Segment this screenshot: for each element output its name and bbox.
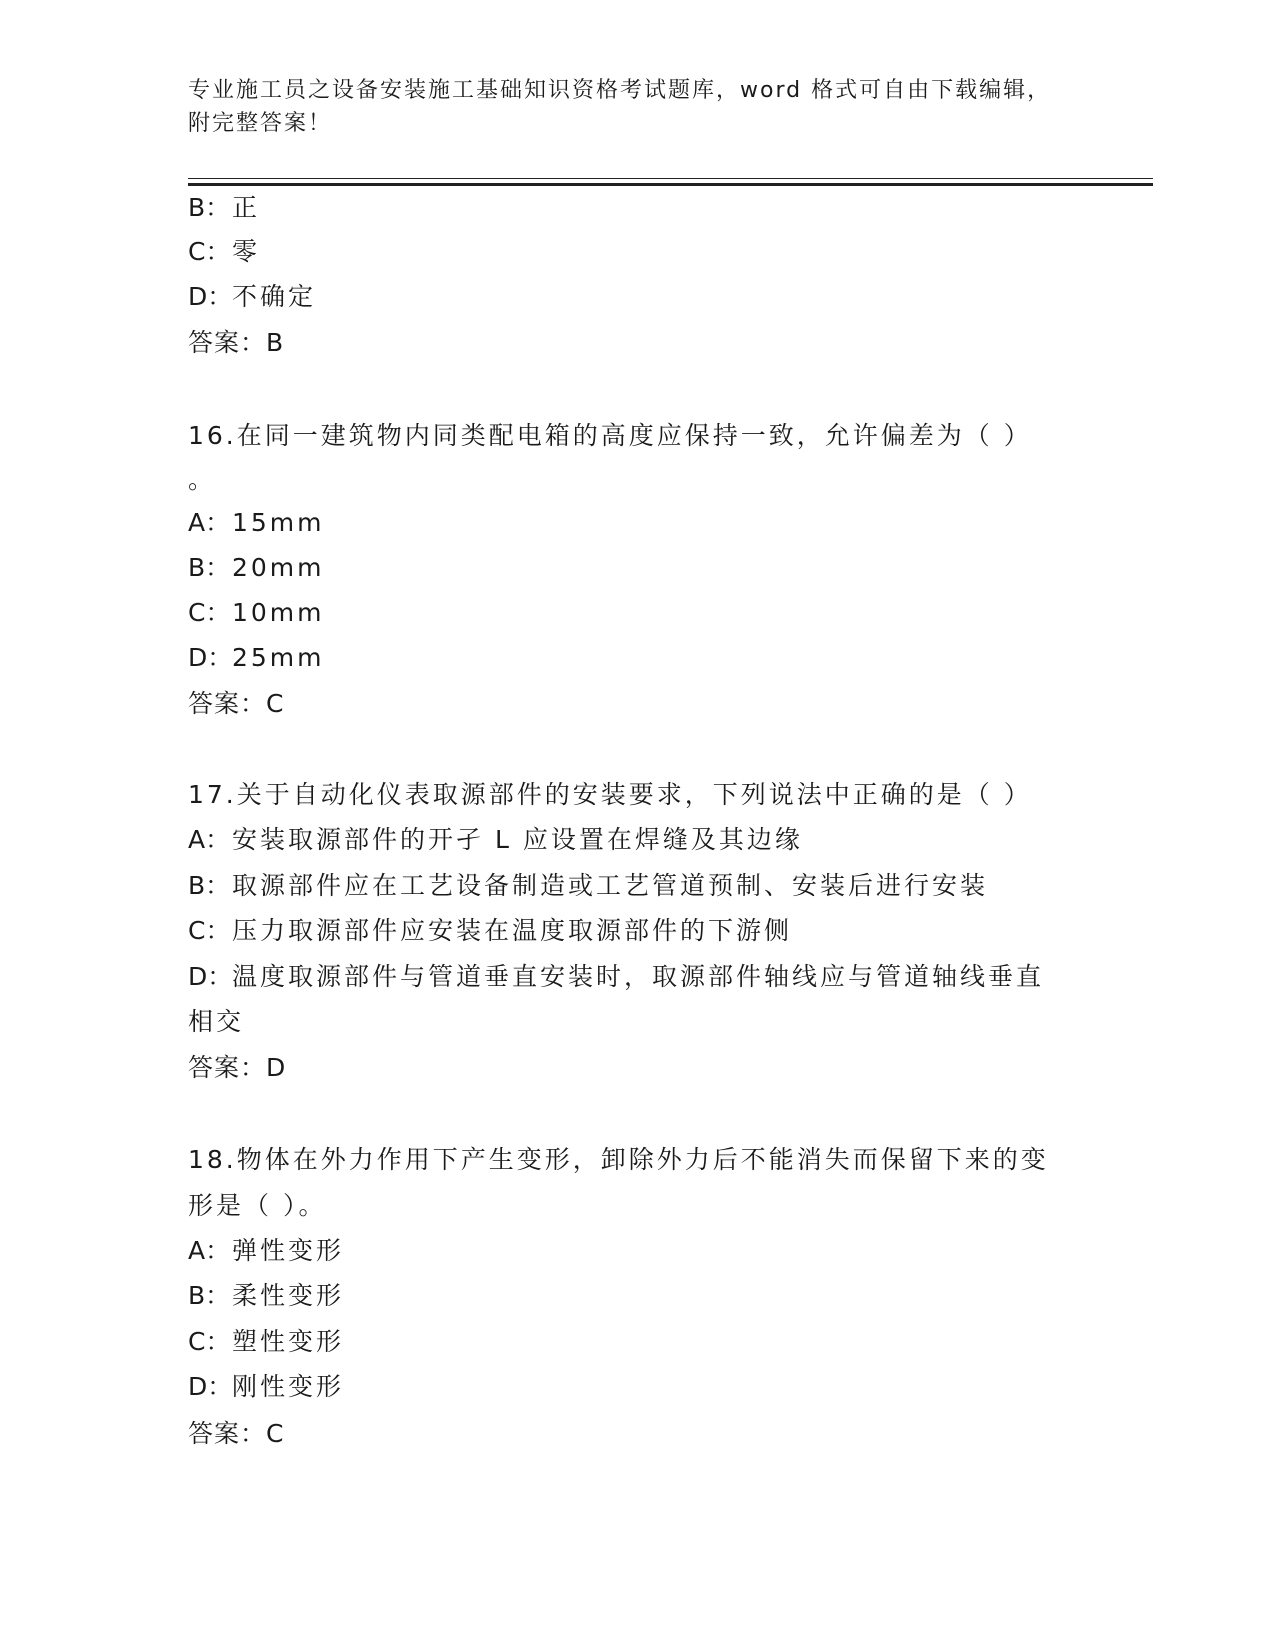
option-key: A： [188, 1236, 231, 1265]
option-d [188, 959, 1044, 995]
question-17-stem: 17.关于自动化仪表取源部件的安装要求，下列说法中正确的是（ ） [188, 780, 1032, 809]
option-text: 不确定 [232, 282, 317, 311]
option-d [188, 640, 325, 676]
header-divider-thick [188, 183, 1153, 186]
option-key: D： [188, 962, 233, 991]
option-text: 正 [232, 193, 261, 222]
option-key: D： [188, 282, 233, 311]
question-18-stem-line-2: 形是（ ）。 [188, 1191, 327, 1220]
option-key: B： [188, 553, 231, 582]
option-b [188, 550, 325, 586]
option-text: 零 [232, 237, 261, 266]
option-text: 安装取源部件的开孑 L 应设置在焊缝及其边缘 [232, 825, 803, 854]
option-key: A： [188, 825, 231, 854]
header-line-2: 附完整答案！ [188, 111, 333, 136]
option-a [188, 822, 803, 858]
option-key: B： [188, 871, 231, 900]
answer-q16: 答案：C [188, 689, 285, 718]
question-18-stem-line-1: 18.物体在外力作用下产生变形，卸除外力后不能消失而保留下来的变 [188, 1145, 1049, 1174]
option-text: 温度取源部件与管道垂直安装时，取源部件轴线应与管道轴线垂直 [232, 962, 1045, 991]
option-c [188, 1324, 344, 1360]
option-text: 塑性变形 [232, 1327, 345, 1356]
option-b [188, 1278, 344, 1314]
question-16-stem-line-2: 。 [188, 465, 217, 494]
answer-q15: 答案：B [188, 328, 285, 357]
option-text: 取源部件应在工艺设备制造或工艺管道预制、安装后进行安装 [232, 871, 989, 900]
header-divider-thin [188, 178, 1153, 179]
option-key: C： [188, 1327, 231, 1356]
option-c [188, 595, 325, 631]
option-key: D： [188, 1372, 233, 1401]
option-d-continuation: 相交 [188, 1007, 245, 1036]
option-text: 15mm [232, 508, 325, 537]
option-key: B： [188, 193, 231, 222]
header-line-1: 专业施工员之设备安装施工基础知识资格考试题库，word 格式可自由下载编辑， [188, 78, 1052, 103]
option-key: B： [188, 1281, 231, 1310]
option-c [188, 913, 792, 949]
option-b [188, 190, 260, 226]
option-text: 弹性变形 [232, 1236, 345, 1265]
document-header [188, 74, 1068, 140]
option-b [188, 868, 988, 904]
answer-q17: 答案：D [188, 1053, 287, 1082]
option-c [188, 234, 260, 270]
option-d [188, 279, 316, 315]
option-key: C： [188, 598, 231, 627]
option-d [188, 1369, 344, 1405]
option-a [188, 1233, 344, 1269]
question-16-stem-line-1: 16.在同一建筑物内同类配电箱的高度应保持一致，允许偏差为（ ） [188, 421, 1032, 450]
option-key: A： [188, 508, 231, 537]
option-text: 压力取源部件应安装在温度取源部件的下游侧 [232, 916, 793, 945]
option-key: C： [188, 916, 231, 945]
answer-q18: 答案：C [188, 1419, 285, 1448]
option-text: 刚性变形 [232, 1372, 345, 1401]
option-text: 20mm [232, 553, 325, 582]
option-text: 25mm [232, 643, 325, 672]
option-text: 柔性变形 [232, 1281, 345, 1310]
option-key: C： [188, 237, 231, 266]
option-text: 10mm [232, 598, 325, 627]
option-a [188, 505, 325, 541]
option-key: D： [188, 643, 233, 672]
